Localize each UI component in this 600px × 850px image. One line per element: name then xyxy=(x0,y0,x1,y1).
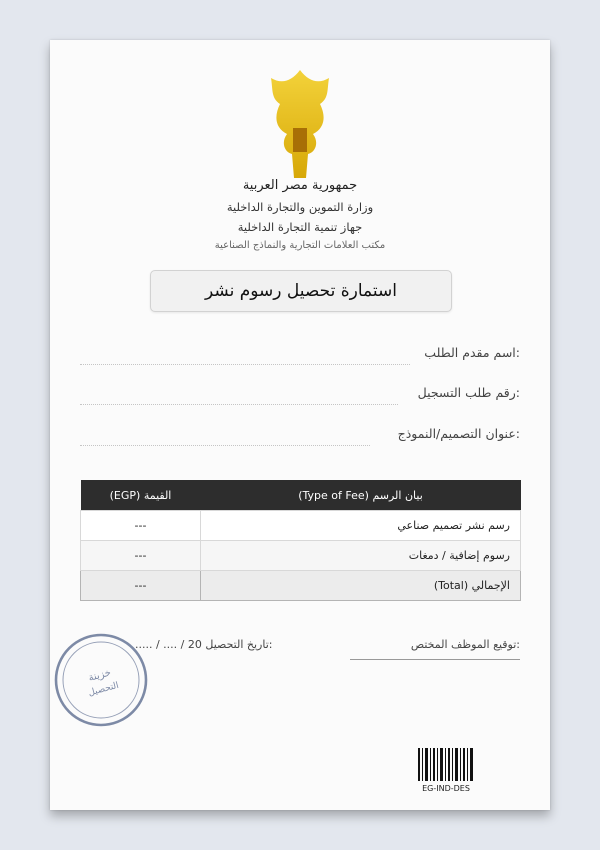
payment-date-placeholder: ..... / .... / 20 xyxy=(135,638,202,651)
country-name: جمهورية مصر العربية xyxy=(242,178,358,193)
barcode-icon xyxy=(418,748,474,781)
total-row xyxy=(81,571,521,601)
table-header-row xyxy=(81,480,521,511)
applicant-name-label: اسم مقدم الطلب: xyxy=(424,345,520,360)
treasury-stamp-icon xyxy=(53,632,149,728)
stamp-line-1: خزينة xyxy=(87,667,113,684)
payment-date-label: تاريخ التحصيل: xyxy=(205,638,273,651)
applicant-name-field[interactable] xyxy=(80,345,520,365)
form-title xyxy=(150,270,452,312)
eagle-emblem-icon xyxy=(257,68,343,184)
design-title-label: عنوان التصميم/النموذج: xyxy=(397,426,520,441)
office-name: مكتب العلامات التجارية والنماذج الصناعية xyxy=(214,240,386,251)
fee-type-cell: رسم نشر تصميم صناعي xyxy=(201,511,521,541)
barcode-code: EG-IND-DES xyxy=(422,784,470,793)
form-title-text: استمارة تحصيل رسوم نشر xyxy=(205,281,397,301)
registration-number-label: رقم طلب التسجيل: xyxy=(417,385,520,400)
table-row xyxy=(81,511,521,541)
value-column-header: (EGP) القيمة xyxy=(81,480,201,511)
total-value-cell: --- xyxy=(81,571,201,601)
registration-number-line[interactable] xyxy=(80,404,398,405)
fee-form-sheet xyxy=(50,40,550,810)
table-row xyxy=(81,541,521,571)
fee-type-column-header: (Type of Fee) بيان الرسم xyxy=(201,480,521,511)
fee-type-cell: رسوم إضافية / دمغات xyxy=(201,541,521,571)
stamp-line-2: التحصيل xyxy=(87,680,120,699)
signature-label: توقيع الموظف المختص: xyxy=(410,638,520,651)
fee-table xyxy=(80,480,521,601)
payment-date-field[interactable] xyxy=(135,638,273,651)
agency-name: جهاز تنمية التجارة الداخلية xyxy=(237,220,363,234)
registration-number-field[interactable] xyxy=(80,385,520,405)
fee-value-cell: --- xyxy=(81,541,201,571)
applicant-name-line[interactable] xyxy=(80,364,410,365)
design-title-line[interactable] xyxy=(80,445,370,446)
ministry-name: وزارة التموين والتجارة الداخلية xyxy=(226,200,374,214)
fee-value-cell: --- xyxy=(81,511,201,541)
design-title-field[interactable] xyxy=(80,426,520,446)
signature-line[interactable] xyxy=(350,659,520,660)
total-label-cell: (Total) الإجمالي xyxy=(201,571,521,601)
